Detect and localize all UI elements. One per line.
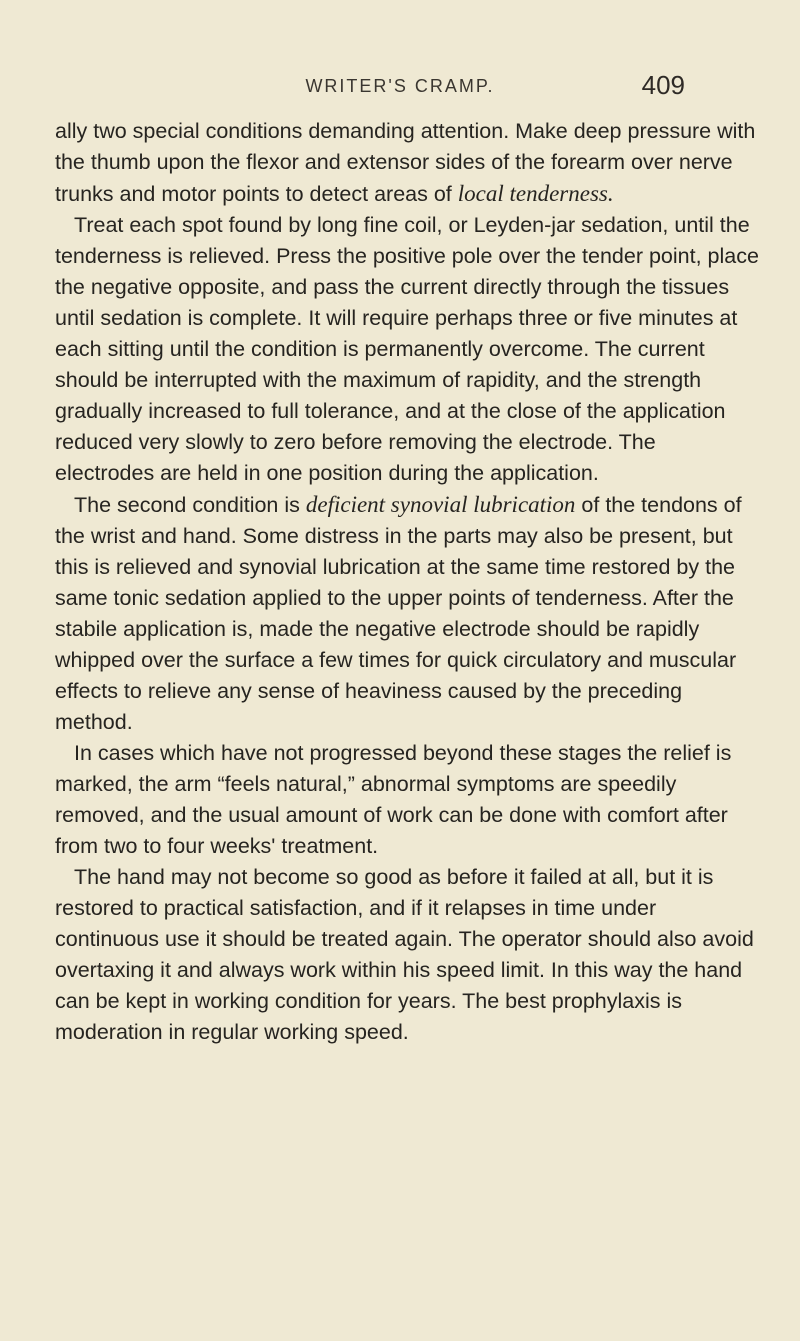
body-text — [55, 116, 760, 1048]
text-run: Treat each spot found by long fine coil, or Leyden-jar sedation, until the tenderness is relieved. Press the positive pole over the tender point, place the negative opposite, and pass the current directly through the tissues until sedation is complete. It will require perhaps three or five minutes at each sitting until the condition is permanently overcome. The current should be interrupted with the maximum of rapidity, and the strength gradually increased to full tolerance, and at the close of the application reduced very slowly to zero before removing the electrode. The electrodes are held in one position during the application. — [55, 213, 759, 485]
text-run: of the tendons of the wrist and hand. Some distress in the parts may also be present, but this is relieved and synovial lubrication at the same time restored by the same tonic sedation applied to the upper points of tenderness. After the stabile application is, made the negative electrode should be rapidly whipped over the surface a few times for quick circulatory and muscular effects to relieve any sense of heaviness caused by the preceding method. — [55, 493, 742, 734]
page-number: 409 — [641, 70, 685, 100]
paragraph — [55, 116, 760, 210]
paragraph — [55, 738, 760, 862]
italic-phrase: deficient synovial lubrication — [305, 492, 576, 517]
text-run: ally two special conditions demanding attention. Make deep pressure with the thumb upon the flexor and extensor sides of the forearm over nerve trunks and motor points to detect areas of — [55, 119, 756, 206]
paragraph — [55, 862, 760, 1048]
page-header — [0, 70, 800, 110]
italic-phrase: local tenderness. — [457, 181, 614, 206]
text-run: In cases which have not progressed beyond these stages the relief is marked, the arm “feels natural,” abnormal symptoms are speedily removed, and the usual amount of work can be done with comfort after from two to four weeks' treatment. — [55, 741, 732, 858]
text-run: The hand may not become so good as before it failed at all, but it is restored to practical satisfaction, and if it relapses in time under continuous use it should be treated again. The operator should also avoid overtaxing it and always work within his speed limit. In this way the hand can be kept in working condition for years. The best prophylaxis is moderation in regular working speed. — [55, 865, 754, 1044]
text-run: The second condition is — [74, 493, 306, 517]
paragraph — [55, 489, 760, 738]
paragraph — [55, 210, 760, 489]
running-head: WRITER'S CRAMP. — [305, 76, 495, 96]
